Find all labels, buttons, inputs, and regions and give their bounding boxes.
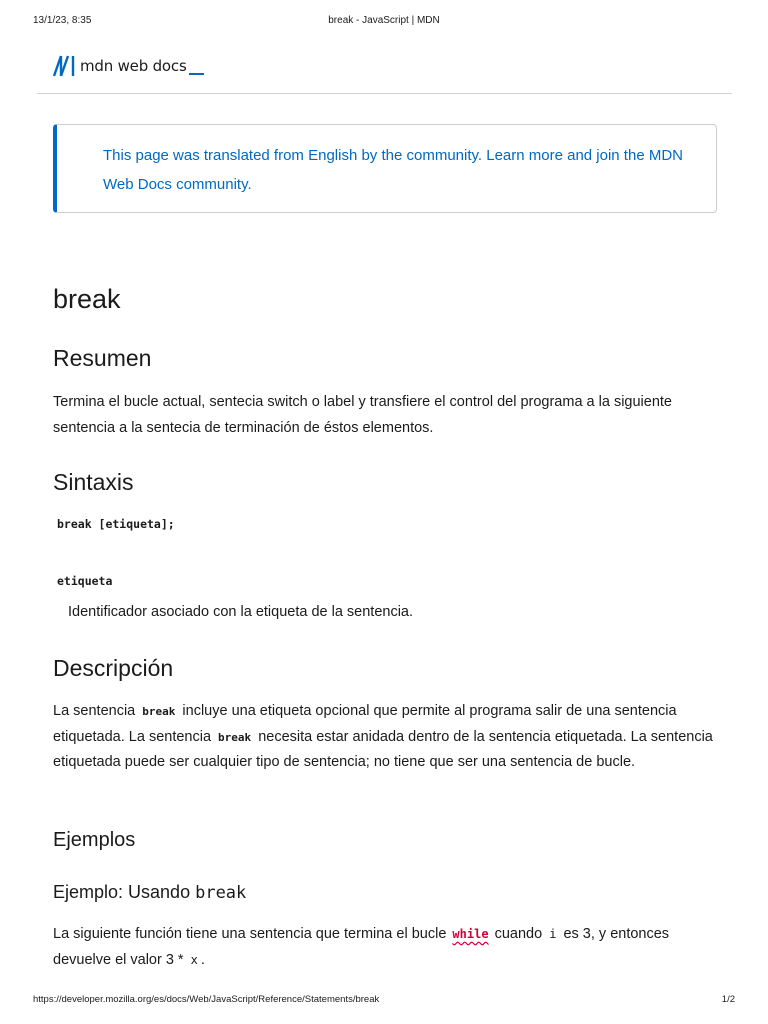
inline-code-break-1: break — [142, 705, 176, 718]
section-heading-resumen: Resumen — [53, 345, 152, 371]
print-page-number: 1/2 — [721, 994, 735, 1005]
syntax-term-definition: Identificador asociado con la etiqueta de la sentencia. — [68, 604, 414, 620]
inline-code-x: x — [190, 952, 198, 967]
inline-code-i: i — [549, 927, 557, 941]
example-text-4: . — [200, 951, 205, 968]
example-text-1: La siguiente función tiene una sentencia que termina el bucle — [53, 926, 447, 942]
translation-notice — [53, 124, 717, 213]
example-text-3: es 3, y entonces devuelve el valor 3 * — [53, 926, 670, 968]
print-footer — [0, 994, 768, 1008]
descripcion-text — [53, 699, 713, 776]
inline-code-while: while — [452, 927, 489, 941]
syntax-code-block: break [etiqueta]; — [57, 517, 175, 531]
resumen-text: Termina el bucle actual, sentecia switch o label y transfiere el control del programa a la siguiente sentencia a la sentecia de terminación de éstos elementos. — [53, 394, 672, 436]
inline-code-break-2: break — [218, 730, 252, 744]
print-datetime: 13/1/23, 8:35 — [33, 15, 92, 26]
print-page-title: break - JavaScript | MDN — [328, 15, 440, 26]
logo-cursor-underscore — [189, 73, 204, 75]
example-heading-code: break — [195, 883, 247, 903]
section-heading-ejemplos: Ejemplos — [53, 829, 136, 851]
example-text — [53, 922, 713, 973]
example-heading — [53, 882, 246, 903]
section-heading-descripcion: Descripción — [53, 655, 174, 681]
mdn-logo-icon — [53, 55, 75, 77]
section-heading-sintaxis: Sintaxis — [53, 469, 134, 495]
translation-notice-link[interactable]: This page was translated from English by the community. Learn more and join the MDN Web Docs community. — [103, 147, 683, 193]
header-divider — [37, 93, 732, 94]
example-heading-text: Ejemplo: Usando — [53, 882, 191, 902]
page-title: break — [53, 284, 121, 314]
mdn-logo-link[interactable] — [53, 53, 204, 79]
logo-text: mdn web docs — [80, 57, 187, 75]
descripcion-text-1: La sentencia — [53, 703, 136, 719]
print-header — [0, 15, 768, 29]
print-url: https://developer.mozilla.org/es/docs/Web/JavaScript/Reference/Statements/break — [33, 994, 380, 1005]
descripcion-text-3: necesita estar anidada dentro de la sentencia etiquetada. La sentencia etiquetada puede ser cualquier tipo de sentencia; no tiene que ser una sentencia de bucle. — [53, 728, 713, 770]
syntax-term: etiqueta — [57, 574, 113, 588]
descripcion-text-2: incluye una etiqueta opcional que permite al programa salir de una sentencia etiquetada. La sentencia — [53, 703, 677, 745]
example-text-2: cuando — [494, 926, 543, 942]
